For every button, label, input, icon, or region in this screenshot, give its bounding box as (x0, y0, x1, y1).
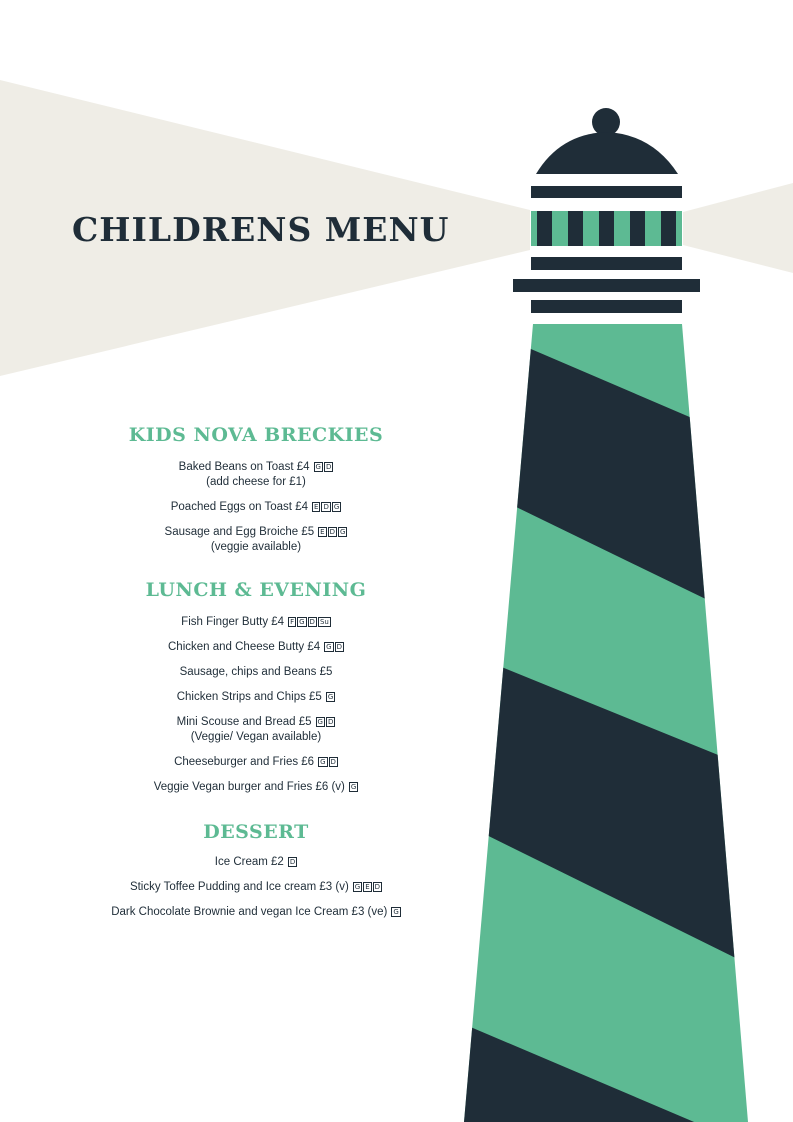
menu-item (96, 905, 416, 920)
allergen-tag: D (309, 618, 315, 626)
allergen-tag: G (317, 718, 323, 726)
page-title: CHILDRENS MENU (72, 210, 450, 249)
menu-item-name: Baked Beans on Toast £4 (178, 461, 310, 473)
menu-item-name: Fish Finger Butty £4 (181, 616, 285, 628)
section-heading-breckies: KIDS NOVA BRECKIES (128, 424, 384, 446)
lantern-finial (592, 108, 620, 136)
allergen-tag: D (329, 528, 335, 536)
allergen-tag: E (365, 883, 370, 891)
menu-item-note: (add cheese for £1) (206, 476, 306, 488)
allergen-tag: G (333, 503, 340, 511)
section-items-dessert (96, 855, 416, 920)
lighthouse-lantern (513, 108, 700, 313)
allergen-tag: G (299, 618, 305, 626)
allergen-tag: G (350, 783, 357, 791)
allergen-tag: E (320, 528, 325, 536)
section-heading-dessert: DESSERT (203, 821, 309, 843)
allergen-tag: D (323, 503, 329, 511)
menu-item (96, 780, 416, 795)
menu-item-name: Chicken and Cheese Butty £4 (168, 641, 321, 653)
menu-item-name: Sticky Toffee Pudding and Ice cream £3 (v) (129, 881, 349, 893)
menu-item (96, 755, 416, 770)
allergen-tag: G (326, 643, 332, 651)
light-beam-right (683, 183, 793, 273)
allergen-tag: D (330, 758, 336, 766)
allergen-tag: D (325, 463, 332, 471)
lighthouse-tower (440, 310, 780, 1122)
menu-item (96, 690, 416, 705)
allergen-tag: D (374, 883, 381, 891)
menu-item-name: Chicken Strips and Chips £5 (176, 691, 322, 703)
allergen-tag: D (327, 718, 334, 726)
allergen-tag: F (290, 618, 295, 626)
allergen-tag: G (340, 528, 346, 536)
menu-item (96, 715, 416, 745)
section-heading-lunch: LUNCH & EVENING (145, 579, 367, 601)
menu-item-name: Poached Eggs on Toast £4 (170, 501, 308, 513)
menu-list (96, 422, 416, 920)
allergen-tag: G (315, 463, 321, 471)
menu-item (96, 500, 416, 515)
allergen-tag: G (320, 758, 326, 766)
allergen-tag: G (393, 908, 399, 916)
menu-item-note: (veggie available) (210, 541, 302, 553)
menu-item (96, 855, 416, 870)
menu-item-name: Mini Scouse and Bread £5 (176, 716, 312, 728)
menu-item-name: Sausage and Egg Broiche £5 (164, 526, 315, 538)
menu-item-name: Veggie Vegan burger and Fries £6 (v) (153, 781, 345, 793)
menu-item-name: Dark Chocolate Brownie and vegan Ice Cream £3 (ve) (111, 906, 388, 918)
menu-item-name: Sausage, chips and Beans £5 (179, 666, 333, 678)
allergen-tag: D (336, 643, 342, 651)
allergen-tag: E (314, 503, 319, 511)
section-items-breckies (96, 460, 416, 555)
menu-item-name: Ice Cream £2 (214, 856, 284, 868)
menu-item (96, 460, 416, 490)
menu-item-name: Cheeseburger and Fries £6 (174, 756, 315, 768)
menu-item (96, 525, 416, 555)
lantern-gallery (513, 279, 700, 292)
menu-item-note: (Veggie/ Vegan available) (190, 731, 322, 743)
allergen-tag: G (354, 883, 361, 891)
lantern-dome (536, 132, 678, 174)
menu-item (96, 640, 416, 655)
section-items-lunch (96, 615, 416, 795)
menu-item (96, 615, 416, 630)
allergen-tag: Su (319, 618, 329, 626)
allergen-tag: G (327, 693, 334, 701)
menu-item (96, 665, 416, 680)
menu-item (96, 880, 416, 895)
allergen-tag: D (289, 858, 296, 866)
